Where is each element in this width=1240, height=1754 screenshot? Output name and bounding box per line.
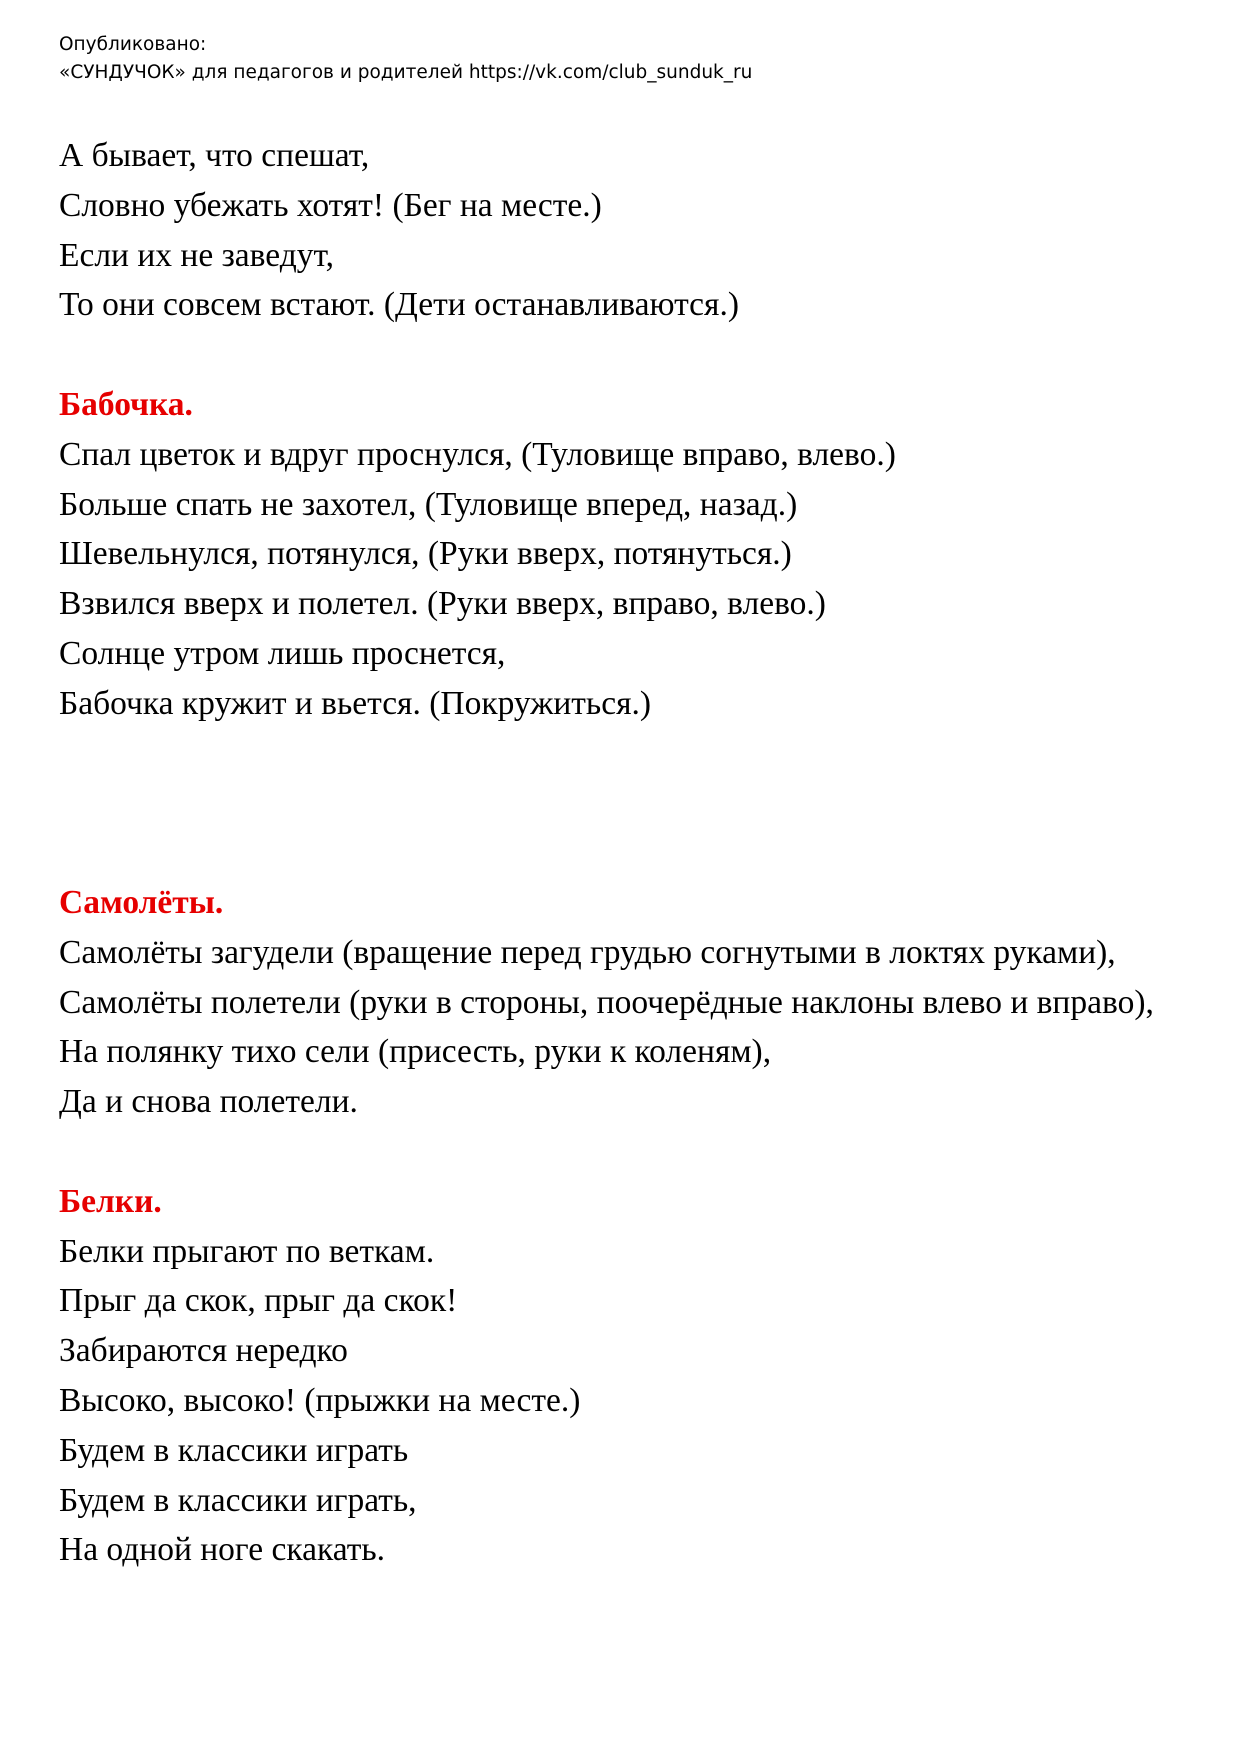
planes-section [59,878,1189,1127]
poem-line: Самолёты полетели (руки в стороны, поочерёдные наклоны влево и вправо), [59,983,1154,1021]
spacer [59,330,1189,380]
poem-content [59,131,1189,1575]
squirrels-heading: Белки. [59,1182,162,1220]
poem-line: Да и снова полетели. [59,1083,358,1121]
intro-stanza [59,131,1189,330]
poem-line: Шевельнулся, потянулся, (Руки вверх, потянуться.) [59,535,792,573]
poem-line: Больше спать не захотел, (Туловище вперед, назад.) [59,485,798,523]
squirrels-section [59,1177,1189,1575]
poem-line: Взвился вверх и полетел. (Руки вверх, вправо, влево.) [59,585,826,623]
poem-line: А бывает, что спешат, [59,137,370,174]
poem-line: Белки прыгают по веткам. [59,1232,435,1270]
publication-header [59,31,752,87]
poem-line: На одной ноге скакать. [59,1531,386,1569]
poem-line: Спал цветок и вдруг проснулся, (Туловище вправо, влево.) [59,435,896,473]
spacer [59,1127,1189,1177]
butterfly-heading: Бабочка. [59,385,193,423]
poem-line: Словно убежать хотят! (Бег на месте.) [59,186,602,224]
planes-heading: Самолёты. [59,883,224,921]
poem-line: То они совсем встают. (Дети останавливаются.) [59,286,739,324]
published-label: Опубликовано: [59,34,207,55]
poem-line: Самолёты загудели (вращение перед грудью согнутыми в локтях руками), [59,933,1116,971]
poem-line: Забираются нередко [59,1332,348,1370]
publisher-line: «СУНДУЧОК» для педагогов и родителей https://vk.com/club_sunduk_ru [59,62,753,83]
poem-line: На полянку тихо сели (присесть, руки к коленям), [59,1033,772,1071]
butterfly-section [59,380,1189,729]
poem-line: Бабочка кружит и вьется. (Покружиться.) [59,684,652,722]
poem-line: Солнце утром лишь проснется, [59,634,506,672]
poem-line: Высоко, высоко! (прыжки на месте.) [59,1381,581,1419]
spacer [59,729,1189,878]
poem-line: Если их не заведут, [59,236,335,274]
poem-line: Будем в классики играть [59,1431,409,1469]
poem-line: Прыг да скок, прыг да скок! [59,1282,458,1320]
poem-line: Будем в классики играть, [59,1481,417,1519]
